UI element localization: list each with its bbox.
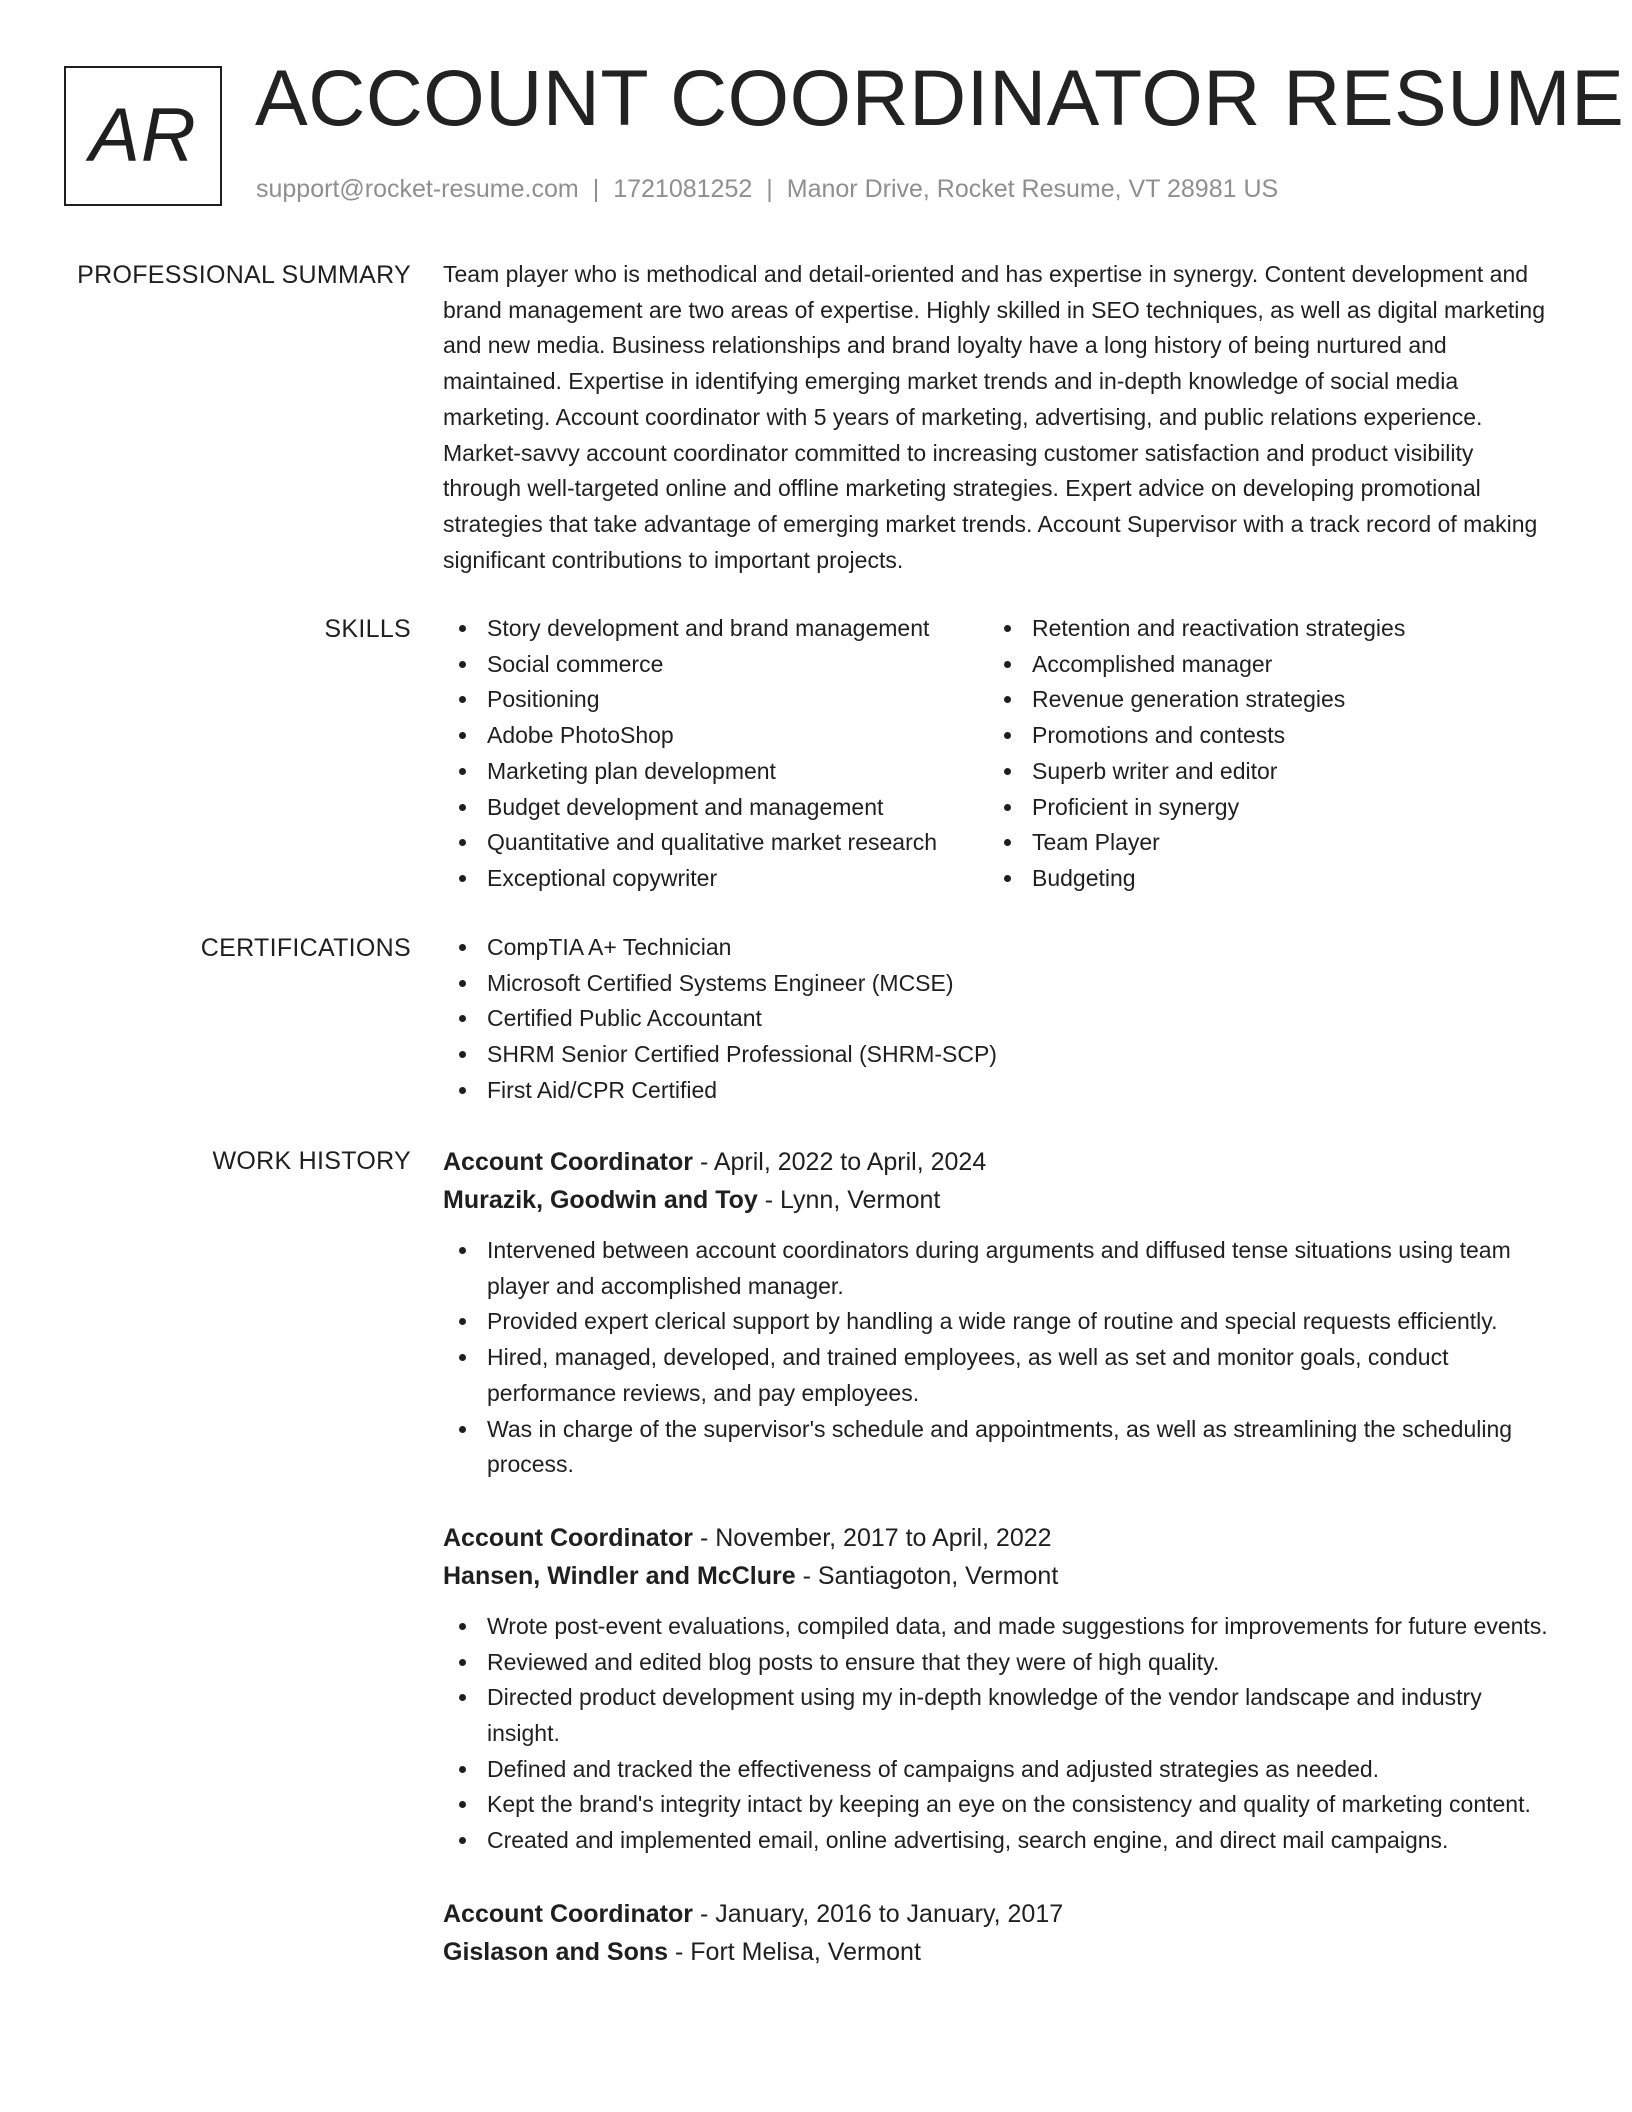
certifications-heading: CERTIFICATIONS	[200, 934, 411, 962]
skill-item: Marketing plan development	[443, 754, 988, 790]
skill-item: Retention and reactivation strategies	[988, 611, 1555, 647]
certifications-body	[443, 930, 1555, 1109]
skill-item: Quantitative and qualitative market research	[443, 825, 988, 861]
job-location: - Fort Melisa, Vermont	[668, 1937, 921, 1966]
skill-item: Adobe PhotoShop	[443, 718, 988, 754]
skill-item: Proficient in synergy	[988, 790, 1555, 826]
skill-item: Social commerce	[443, 647, 988, 683]
contact-email: support@rocket-resume.com	[256, 175, 579, 203]
certifications-list	[443, 930, 1555, 1109]
skill-item: Revenue generation strategies	[988, 682, 1555, 718]
skill-item: Exceptional copywriter	[443, 861, 988, 897]
skill-item: Promotions and contests	[988, 718, 1555, 754]
job-company-line	[443, 1933, 1555, 1971]
monogram-initials: AR	[89, 93, 197, 178]
job-title: Account Coordinator	[443, 1148, 693, 1176]
job-bullet: Provided expert clerical support by handling a wide range of routine and special requests efficiently.	[443, 1304, 1555, 1340]
summary-text: Team player who is methodical and detail-oriented and has expertise in synergy. Content development and brand management are two areas of expertise. Highly skilled in SEO techniques, as well as digital marketing and new media. Business relationships and brand loyalty have a long history of being nurtured and maintained. Expertise in identifying emerging market trends and in-depth knowledge of social media marketing. Account coordinator with 5 years of marketing, advertising, and public relations experience. Market-savvy account coordinator committed to increasing customer satisfaction and product visibility through well-targeted online and offline marketing strategies. Expert advice on developing promotional strategies that take advantage of emerging market trends. Account Supervisor with a track record of making significant contributions to important projects.	[443, 261, 1546, 573]
certification-item: First Aid/CPR Certified	[443, 1073, 1555, 1109]
contact-separator: |	[592, 175, 600, 203]
work-history-heading: WORK HISTORY	[212, 1147, 411, 1175]
contact-separator: |	[766, 175, 773, 203]
job-bullet: Wrote post-event evaluations, compiled data, and made suggestions for improvements for future events.	[443, 1609, 1555, 1645]
job-company-line	[443, 1181, 1555, 1219]
job-bullet-list	[443, 1233, 1555, 1483]
contact-line	[256, 174, 1278, 204]
job-bullet-list	[443, 1609, 1555, 1859]
job-title-line	[443, 1895, 1555, 1933]
skill-item: Budgeting	[988, 861, 1555, 897]
job-bullet: Reviewed and edited blog posts to ensure that they were of high quality.	[443, 1645, 1555, 1681]
job-company-line	[443, 1557, 1555, 1595]
skill-item: Budget development and management	[443, 790, 988, 826]
skills-heading: SKILLS	[324, 615, 411, 643]
job-company: Murazik, Goodwin and Toy	[443, 1186, 758, 1214]
job-location: - Lynn, Vermont	[757, 1186, 941, 1214]
work-history-body	[443, 1143, 1555, 1971]
job-bullet: Directed product development using my in-depth knowledge of the vendor landscape and industry insight.	[443, 1680, 1555, 1751]
job-title-line	[443, 1519, 1555, 1557]
job-entry	[443, 1519, 1555, 1859]
job-bullet: Hired, managed, developed, and trained employees, as well as set and monitor goals, conduct performance reviews, and pay employees.	[443, 1340, 1555, 1411]
monogram-box	[64, 66, 222, 206]
job-dates: - April, 2022 to April, 2024	[693, 1148, 987, 1176]
skill-item: Positioning	[443, 682, 988, 718]
job-bullet: Created and implemented email, online advertising, search engine, and direct mail campaigns.	[443, 1823, 1555, 1859]
job-bullet: Intervened between account coordinators during arguments and diffused tense situations using team player and accomplished manager.	[443, 1233, 1555, 1304]
skill-item: Superb writer and editor	[988, 754, 1555, 790]
job-dates: - November, 2017 to April, 2022	[693, 1523, 1052, 1552]
job-dates: - January, 2016 to January, 2017	[693, 1899, 1064, 1928]
job-location: - Santiagoton, Vermont	[795, 1561, 1059, 1590]
job-title: Account Coordinator	[443, 1523, 693, 1552]
job-entry	[443, 1143, 1555, 1483]
certification-item: CompTIA A+ Technician	[443, 930, 1555, 966]
job-bullet: Defined and tracked the effectiveness of campaigns and adjusted strategies as needed.	[443, 1752, 1555, 1788]
job-bullet: Was in charge of the supervisor's schedule and appointments, as well as streamlining the scheduling process.	[443, 1412, 1555, 1483]
contact-phone: 1721081252	[613, 175, 753, 203]
skill-item: Story development and brand management	[443, 611, 988, 647]
skills-column-2	[988, 611, 1555, 897]
summary-heading: PROFESSIONAL SUMMARY	[77, 261, 411, 289]
skill-item: Accomplished manager	[988, 647, 1555, 683]
skills-grid	[443, 611, 1555, 897]
job-entry	[443, 1895, 1555, 1971]
certification-item: SHRM Senior Certified Professional (SHRM-SCP)	[443, 1037, 1555, 1073]
job-company: Gislason and Sons	[443, 1937, 669, 1966]
job-company: Hansen, Windler and McClure	[443, 1561, 796, 1590]
skills-column-1	[443, 611, 988, 897]
contact-address: Manor Drive, Rocket Resume, VT 28981 US	[786, 175, 1279, 203]
job-title-line	[443, 1143, 1555, 1181]
resume-title: ACCOUNT COORDINATOR RESUME	[255, 53, 1625, 142]
certification-item: Microsoft Certified Systems Engineer (MCSE)	[443, 966, 1555, 1002]
job-title: Account Coordinator	[443, 1899, 693, 1928]
skill-item: Team Player	[988, 825, 1555, 861]
certification-item: Certified Public Accountant	[443, 1001, 1555, 1037]
job-bullet: Kept the brand's integrity intact by keeping an eye on the consistency and quality of marketing content.	[443, 1787, 1555, 1823]
